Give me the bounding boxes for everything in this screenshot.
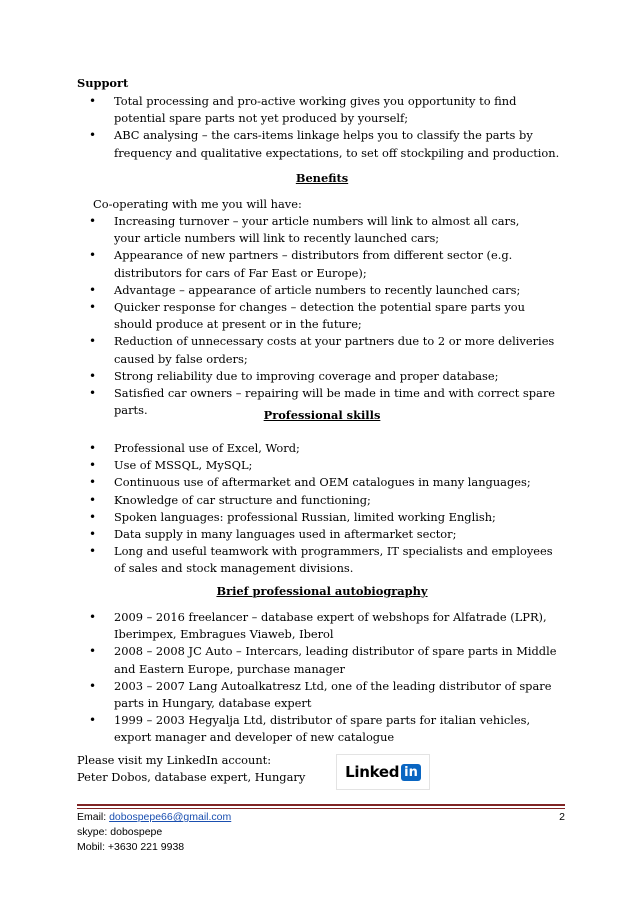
email-label: Email:	[77, 811, 110, 823]
linkedin-invite	[77, 752, 305, 786]
email-link[interactable]: dobospepe66@gmail.com	[109, 811, 232, 823]
footer-skype: skype: dobospepe	[77, 826, 163, 838]
linkedin-logo-word: Linked	[345, 763, 400, 781]
page-number: 2	[559, 811, 565, 823]
support-list	[77, 93, 567, 162]
benefits-intro: Co-operating with me you will have:	[93, 197, 302, 211]
list-item: • 1999 – 2003 Hegyalja Ltd, distributor of spare parts for italian vehicles, export manager and developer of new catalogue	[77, 712, 567, 746]
footer	[77, 810, 565, 855]
autobiography-heading: Brief professional autobiography	[216, 584, 428, 598]
list-item: • 2009 – 2016 freelancer – database expert of webshops for Alfatrade (LPR), Iberimpex, Embragues Viaweb, Iberol	[77, 609, 567, 643]
linkedin-line-1: Please visit my LinkedIn account:	[77, 753, 272, 767]
list-item: • Quicker response for changes – detection the potential spare parts you should produce at present or in the future;	[77, 299, 567, 333]
footer-divider	[77, 804, 565, 806]
linkedin-line-2: Peter Dobos, database expert, Hungary	[77, 770, 306, 785]
footer-mobile: Mobil: +3630 221 9938	[77, 841, 185, 853]
list-item: • Advantage – appearance of article numbers to recently launched cars;	[77, 282, 567, 299]
list-item: • Long and useful teamwork with programmers, IT specialists and employees of sales and stock management divisions.	[77, 543, 567, 577]
support-title: Support	[77, 76, 129, 90]
list-item: • Professional use of Excel, Word;	[77, 440, 567, 457]
linkedin-logo[interactable]	[336, 754, 430, 790]
benefits-list	[77, 213, 567, 419]
autobiography-list	[77, 609, 567, 747]
footer-email-line	[77, 810, 565, 825]
list-item: • Continuous use of aftermarket and OEM catalogues in many languages;	[77, 474, 567, 491]
list-item: • Satisfied car owners – repairing will be made in time and with correct spare parts.	[77, 385, 567, 419]
list-item: • Data supply in many languages used in aftermarket sector;	[77, 526, 567, 543]
list-item: • Knowledge of car structure and functioning;	[77, 492, 567, 509]
list-item: • Increasing turnover – your article numbers will link to almost all cars, your article numbers will link to recently launched cars;	[77, 213, 567, 247]
list-item: • 2003 – 2007 Lang Autoalkatresz Ltd, one of the leading distributor of spare parts in Hungary, database expert	[77, 678, 567, 712]
list-item: • Use of MSSQL, MySQL;	[77, 457, 567, 474]
list-item: • ABC analysing – the cars-items linkage helps you to classify the parts by frequency and qualitative expectations, to set off stockpiling and production.	[77, 127, 567, 161]
skills-list	[77, 440, 567, 578]
skills-heading: Professional skills	[263, 408, 381, 422]
list-item: • Spoken languages: professional Russian, limited working English;	[77, 509, 567, 526]
list-item: • Total processing and pro-active working gives you opportunity to find potential spare parts not yet produced by yourself;	[77, 93, 567, 127]
footer-divider-thin	[77, 808, 565, 809]
list-item: • 2008 – 2008 JC Auto – Intercars, leading distributor of spare parts in Middle and Eastern Europe, purchase manager	[77, 643, 567, 677]
list-item: • Appearance of new partners – distributors from different sector (e.g. distributors for cars of Far East or Europe);	[77, 247, 567, 281]
list-item: • Strong reliability due to improving coverage and proper database;	[77, 368, 567, 385]
benefits-heading: Benefits	[295, 171, 349, 185]
linkedin-in-icon: in	[401, 764, 421, 781]
list-item: • Reduction of unnecessary costs at your partners due to 2 or more deliveries caused by false orders;	[77, 333, 567, 367]
